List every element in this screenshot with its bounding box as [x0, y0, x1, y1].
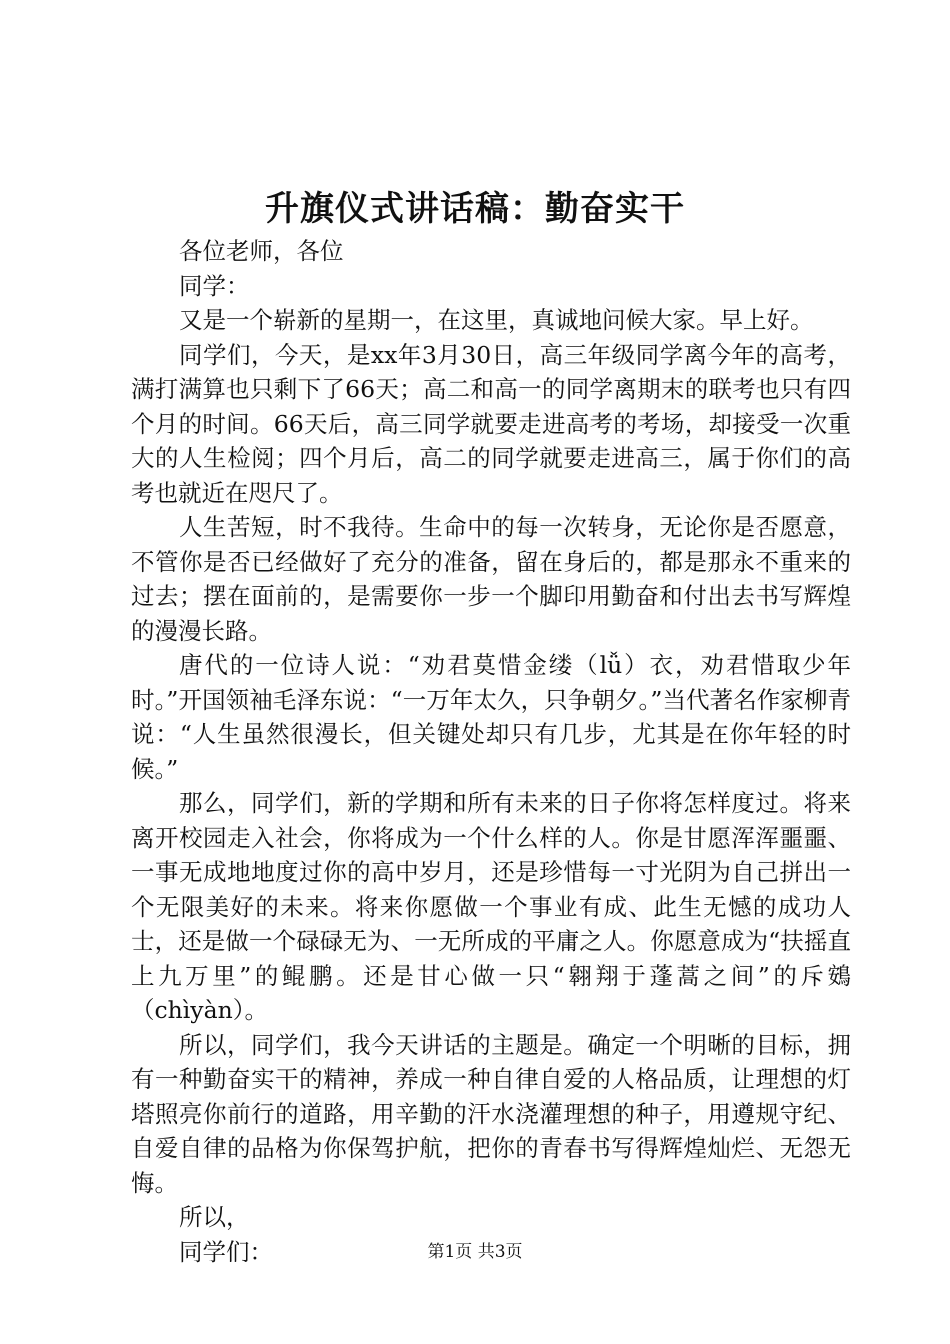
- paragraph-greeting: 又是一个崭新的星期一，在这里，真诚地问候大家。早上好。: [179, 306, 814, 334]
- paragraph-questions: 那么，同学们，新的学期和所有未来的日子你将怎样度过。将来离开校园走入社会，你将成为一个什么样的人。你是甘愿浑浑噩噩、一事无成地地度过你的高中岁月，还是珍惜每一寸光阴为自己拼出一个无限美好的未来。将来你愿做一个事业有成、此生无憾的成功人士，还是做一个碌碌无为、一无所成的平庸之人。你愿意成为“扶摇直上九万里”的鲲鹏。还是甘心做一只“翱翔于蓬蒿之间”的斥鴳（chìyàn）。: [131, 789, 851, 1024]
- page-footer: 第1页 共3页: [427, 1242, 523, 1262]
- paragraph-quotes: 唐代的一位诗人说：“劝君莫惜金缕（lǚ）衣，劝君惜取少年时。”开国领袖毛泽东说：“一万年太久，只争朝夕。”当代著名作家柳青说：“人生虽然很漫长，但关键处却只有几步，尤其是在你年轻的时候。”: [131, 651, 851, 783]
- paragraph-theme: 所以，同学们，我今天讲话的主题是。确定一个明晰的目标，拥有一种勤奋实干的精神，养成一种自律自爱的人格品质，让理想的灯塔照亮你前行的道路，用辛勤的汗水浇灌理想的种子，用遵规守纪、自爱自律的品格为你保驾护航，把你的青春书写得辉煌灿烂、无怨无悔。: [131, 1030, 851, 1197]
- paragraph-life: 人生苦短，时不我待。生命中的每一次转身，无论你是否愿意，不管你是否已经做好了充分的准备，留在身后的，都是那永不重来的过去；摆在面前的，是需要你一步一个脚印用勤奋和付出去书写辉煌的漫漫长路。: [131, 513, 851, 645]
- paragraph-salutation-1: 各位老师，各位: [179, 237, 344, 265]
- paragraph-salutation-2: 同学：: [179, 271, 250, 300]
- document-body: [131, 234, 851, 1269]
- paragraph-closing-2: 同学们：: [179, 1237, 273, 1266]
- paragraph-closing-1: 所以，: [179, 1203, 250, 1231]
- paragraph-date: 同学们，今天，是xx年3月30日，高三年级同学离今年的高考，满打满算也只剩下了66天；高二和高一的同学离期末的联考也只有四个月的时间。66天后，高三同学就要走进高考的考场，却接受一次重大的人生检阅；四个月后，高二的同学就要走进高三，属于你们的高考也就近在咫尺了。: [131, 340, 851, 507]
- document-title: 升旗仪式讲话稿：勤奋实干: [265, 189, 685, 229]
